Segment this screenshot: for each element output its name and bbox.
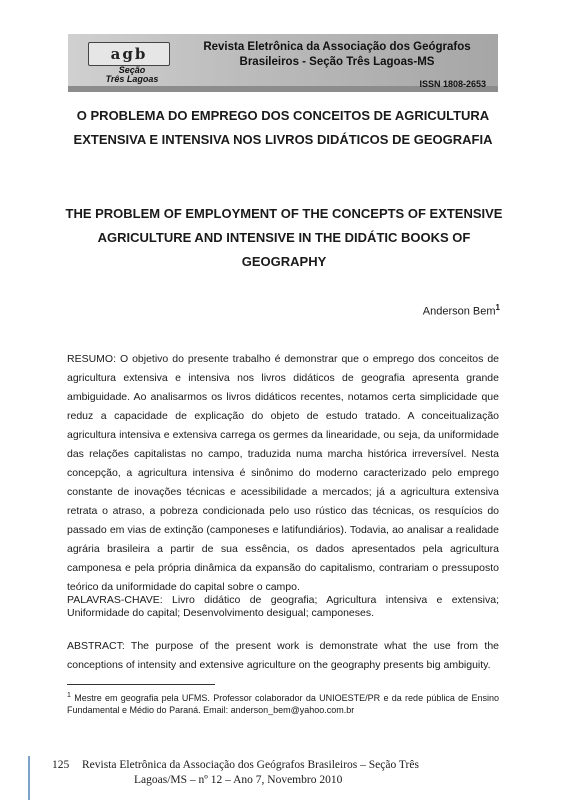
page-number: 125 — [52, 759, 70, 771]
logo-subtitle — [82, 66, 182, 84]
footnote-mark: 1 — [67, 692, 71, 699]
journal-title — [180, 40, 494, 70]
journal-header-banner — [68, 34, 498, 92]
keywords-paragraph: PALAVRAS-CHAVE: Livro didático de geografia; Agricultura intensiva e extensiva; Uniformidade do capital; Desenvolvimento desigual; camponeses. — [67, 594, 499, 619]
logo-subtitle-line-1: Seção — [118, 65, 146, 75]
journal-title-line-2: Brasileiros - Seção Três Lagoas-MS — [239, 56, 435, 68]
logo-mark: agb — [88, 42, 170, 66]
paper-title-portuguese: O PROBLEMA DO EMPREGO DOS CONCEITOS DE AGRICULTURA EXTENSIVA E INTENSIVA NOS LIVROS DIDÁTICOS DE GEOGRAFIA — [73, 108, 493, 147]
paper-title-english: THE PROBLEM OF EMPLOYMENT OF THE CONCEPTS OF EXTENSIVE AGRICULTURE AND INTENSIVE IN THE DIDÁTIC BOOKS OF GEOGRAPHY — [65, 206, 503, 269]
abstract-paragraph: ABSTRACT: The purpose of the present work is demonstrate what the use from the conceptions of intensity and extensive agriculture on the geography presents big ambiguity. — [67, 640, 499, 671]
author-footnote-mark: 1 — [495, 303, 500, 312]
author-name: Anderson Bem — [422, 305, 496, 318]
footer-accent-line — [28, 756, 30, 800]
page-footer — [52, 758, 432, 788]
issn-label: ISSN 1808-2653 — [419, 79, 486, 89]
author-line — [423, 300, 500, 320]
footer-citation-line-2: Lagoas/MS – nº 12 – Ano 7, Novembro 2010 — [134, 774, 343, 786]
footnote-divider — [67, 684, 215, 685]
footer-citation-line-1: Revista Eletrônica da Associação dos Geógrafos Brasileiros – Seção Três — [82, 759, 419, 771]
resumo-paragraph: RESUMO: O objetivo do presente trabalho é demonstrar que o emprego dos conceitos de agricultura extensiva e intensiva nos livros didáticos de geografia apresenta grande ambiguidade. Ao analisarmos os livros didáticos recentes, notamos certa simplicidade que reduz a capacidade de explicação do objeto de estudo tratado. A conceitualização agricultura intensiva e extensiva carrega os germes da linearidade, ou seja, da uniformidade das relações capitalistas no campo, traduzida numa marcha histórica irreversível. Nesta concepção, a agricultura intensiva é sinônimo do moderno caracterizado pelo emprego constante de inovações técnicas e acessibilidade a mercados; já a agricultura extensiva retrata o atraso, a pobreza condicionada pelo uso rústico das técnicas, os resquícios do passado em vias de extinção (camponeses e latifundiários). Todavia, ao analisar a realidade agrária brasileira a partir de sua essência, os dados apresentados pela agricultura camponesa e pela própria dinâmica da expansão do capitalismo, contrariam o pressuposto teórico da uniformidade do capital sobre o campo. — [67, 353, 499, 593]
footnote — [67, 690, 499, 716]
journal-title-line-1: Revista Eletrônica da Associação dos Geógrafos — [203, 41, 471, 53]
footnote-text: Mestre em geografia pela UFMS. Professor colaborador da UNIOESTE/PR e da rede pública de Ensino Fundamental e Médio do Paraná. Email: anderson_bem@yahoo.com.br — [67, 693, 499, 715]
logo-subtitle-line-2: Três Lagoas — [105, 74, 159, 84]
agb-logo — [82, 40, 182, 84]
